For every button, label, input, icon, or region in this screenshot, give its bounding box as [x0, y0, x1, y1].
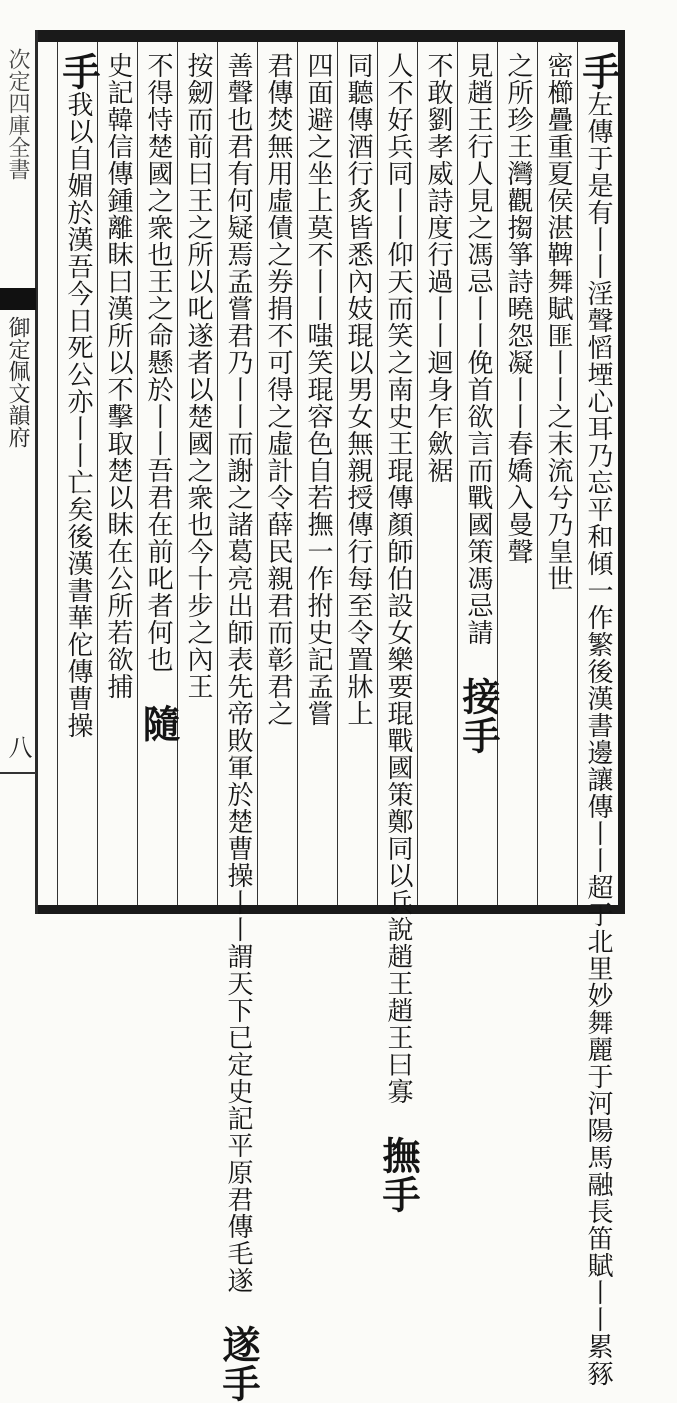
page-number-line [0, 772, 36, 774]
column-separator [97, 42, 98, 905]
right-border [618, 30, 625, 914]
column-separator [257, 42, 258, 905]
text-column-9 [259, 52, 297, 898]
column-separator [337, 42, 338, 905]
column-separator [457, 42, 458, 905]
column-separator [537, 42, 538, 905]
text-column-10 [216, 52, 261, 1403]
text-column-3 [499, 52, 537, 898]
entry-head: 隨 [136, 704, 181, 743]
column-text: 之所珍王灣觀搊箏詩曉怨凝丨丨春嬌入曼聲 [503, 52, 533, 565]
text-column-4 [456, 52, 501, 898]
column-text: 史記韓信傳鍾離眜曰漢所以不擊取楚以眜在公所若欲捕 [103, 52, 133, 700]
text-column-8 [299, 52, 337, 898]
column-text: 按劒而前曰王之所以叱遂者以楚國之衆也今十步之內王 [183, 52, 213, 700]
text-column-6 [376, 52, 421, 1214]
text-column-7 [339, 52, 377, 898]
text-column-11 [179, 52, 217, 898]
text-column-13 [99, 52, 137, 898]
entry-head: 撫手 [376, 1136, 421, 1214]
entry-head: 遂手 [216, 1325, 261, 1403]
column-separator [577, 42, 578, 905]
column-separator [417, 42, 418, 905]
text-column-12 [136, 52, 181, 898]
text-column-2 [539, 52, 577, 898]
margin-book-title: 御定佩文韻府 [5, 316, 30, 448]
entry-head: 接手 [456, 677, 501, 755]
entry-head: 手 [56, 52, 101, 91]
margin-block [0, 288, 36, 310]
column-text: 人不好兵同丨丨仰天而笑之南史王琨傳顏師伯設女樂要琨戰國策鄭同以兵說趙王趙王曰寡 [383, 52, 413, 1105]
column-text: 左傳于是有丨丨淫聲慆堙心耳乃忘平和傾一作繁後漢書邊讓傳丨丨超于北里妙舞麗于河陽馬融長笛賦丨丨累豩 [583, 91, 613, 1387]
column-text: 不敢劉孝威詩度行過丨丨迴身乍歛裾 [423, 52, 453, 484]
column-text: 見趙王行人見之馮忌丨丨俛首欲言而戰國策馮忌請 [463, 52, 493, 646]
entry-head: 手 [576, 52, 621, 91]
column-separator [57, 42, 58, 905]
margin-title: 次定四庫全書 [5, 48, 30, 180]
column-text: 不得恃楚國之衆也王之命懸於丨丨吾君在前叱者何也 [143, 52, 173, 673]
text-column-1 [576, 52, 621, 1387]
column-text: 四面避之坐上莫不丨丨嗤笑琨容色自若撫一作拊史記孟嘗 [303, 52, 333, 727]
left-border [35, 30, 38, 914]
column-separator [297, 42, 298, 905]
column-separator [377, 42, 378, 905]
column-text: 同聽傳酒行炙皆悉內妓琨以男女無親授傳行每至令置牀上 [343, 52, 373, 727]
column-text: 我以自媚於漢吾今日死公亦丨丨亡矣後漢書華佗傳曹操 [63, 91, 93, 739]
bottom-rule [36, 905, 624, 914]
top-rule [36, 30, 624, 42]
column-separator [137, 42, 138, 905]
column-text: 君傳焚無用虛債之券捐不可得之虛計令薛民親君而彰君之 [263, 52, 293, 727]
column-text: 善聲也君有何疑焉孟嘗君乃丨丨而謝之諸葛亮出師表先帝敗軍於楚曹操丨丨謂天下已定史記平原君傳毛遂 [223, 52, 253, 1294]
text-column-14 [56, 52, 101, 898]
column-separator [177, 42, 178, 905]
column-separator [217, 42, 218, 905]
column-separator [497, 42, 498, 905]
page-number: 八 [4, 735, 32, 759]
column-text: 密櫛疊重夏侯湛鞞舞賦匪丨丨之末流兮乃皇世 [543, 52, 573, 592]
text-column-5 [419, 52, 457, 898]
